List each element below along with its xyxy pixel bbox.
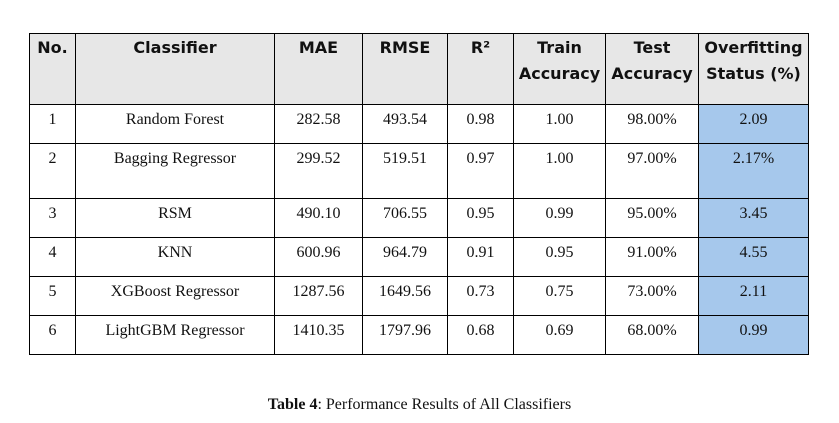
cell-mae: 282.58 [275,105,363,144]
performance-table [29,33,809,355]
header-overfit-line2: Status (%) [706,64,801,83]
cell-no: 3 [30,199,76,238]
cell-rmse: 964.79 [363,238,448,277]
cell-r2: 0.95 [448,199,514,238]
cell-test-accuracy: 97.00% [606,144,699,199]
table-row [30,277,809,316]
header-train-line2: Accuracy [518,64,601,83]
header-test-line2: Accuracy [611,64,693,83]
cell-train-accuracy: 1.00 [514,105,606,144]
cell-train-accuracy: 0.95 [514,238,606,277]
caption-text: : Performance Results of All Classifiers [317,396,572,413]
header-rmse: RMSE [363,34,448,105]
header-overfitting-status [699,34,809,105]
cell-rmse: 493.54 [363,105,448,144]
cell-classifier: Bagging Regressor [76,144,275,199]
cell-rmse: 519.51 [363,144,448,199]
cell-classifier: RSM [76,199,275,238]
cell-train-accuracy: 0.99 [514,199,606,238]
cell-r2: 0.73 [448,277,514,316]
caption-label: Table 4 [267,396,318,413]
header-r2: R² [448,34,514,105]
cell-mae: 600.96 [275,238,363,277]
table-row [30,316,809,355]
cell-mae: 1287.56 [275,277,363,316]
header-row [30,34,809,105]
header-train-line1: Train [537,38,582,57]
header-overfit-line1: Overfitting [704,38,803,57]
cell-mae: 1410.35 [275,316,363,355]
cell-r2: 0.97 [448,144,514,199]
header-mae: MAE [275,34,363,105]
cell-mae: 490.10 [275,199,363,238]
cell-no: 4 [30,238,76,277]
cell-rmse: 1797.96 [363,316,448,355]
cell-no: 1 [30,105,76,144]
cell-train-accuracy: 0.69 [514,316,606,355]
cell-r2: 0.98 [448,105,514,144]
cell-r2: 0.91 [448,238,514,277]
header-test-accuracy [606,34,699,105]
cell-no: 2 [30,144,76,199]
cell-train-accuracy: 0.75 [514,277,606,316]
cell-train-accuracy: 1.00 [514,144,606,199]
header-no: No. [30,34,76,105]
cell-overfitting-status: 2.09 [699,105,809,144]
table-caption [0,396,839,414]
header-test-line1: Test [633,38,671,57]
cell-r2: 0.68 [448,316,514,355]
table-row [30,199,809,238]
cell-classifier: KNN [76,238,275,277]
header-train-accuracy [514,34,606,105]
cell-no: 6 [30,316,76,355]
cell-overfitting-status: 0.99 [699,316,809,355]
cell-classifier: LightGBM Regressor [76,316,275,355]
table-row [30,144,809,199]
cell-rmse: 706.55 [363,199,448,238]
cell-rmse: 1649.56 [363,277,448,316]
cell-overfitting-status: 3.45 [699,199,809,238]
cell-overfitting-status: 2.17% [699,144,809,199]
cell-mae: 299.52 [275,144,363,199]
table-row [30,238,809,277]
cell-no: 5 [30,277,76,316]
cell-overfitting-status: 4.55 [699,238,809,277]
cell-classifier: XGBoost Regressor [76,277,275,316]
header-classifier: Classifier [76,34,275,105]
cell-test-accuracy: 73.00% [606,277,699,316]
cell-overfitting-status: 2.11 [699,277,809,316]
cell-test-accuracy: 98.00% [606,105,699,144]
cell-test-accuracy: 91.00% [606,238,699,277]
table-row [30,105,809,144]
cell-classifier: Random Forest [76,105,275,144]
cell-test-accuracy: 95.00% [606,199,699,238]
cell-test-accuracy: 68.00% [606,316,699,355]
